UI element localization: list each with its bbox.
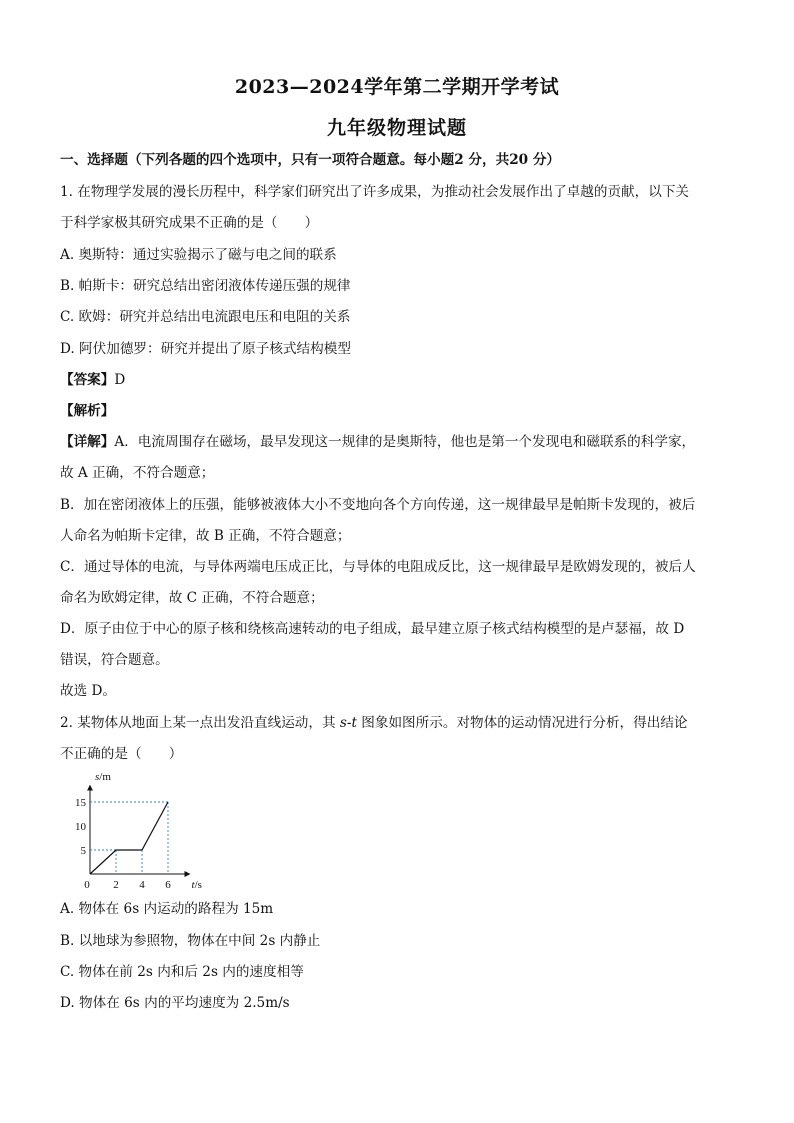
q1-detail-line8: 错误，符合题意。 — [60, 652, 169, 668]
answer-value: D — [114, 372, 126, 388]
q1-conclusion: 故选 D。 — [60, 683, 117, 699]
q1-option-a: A. 奥斯特：通过实验揭示了磁与电之间的联系 — [60, 247, 337, 263]
x-tick-label-6: 6 — [165, 879, 171, 891]
x-tick-label-2: 2 — [113, 879, 119, 891]
answer-tag: 【答案】 — [60, 372, 115, 388]
y-tick-label-15: 15 — [75, 797, 86, 809]
q2-stem-part1: 2. 某物体从地面上某一点出发沿直线运动，其 — [60, 715, 340, 731]
q1-option-c: C. 欧姆：研究并总结出电流跟电压和电阻的关系 — [60, 309, 351, 325]
exam-subtitle: 九年级物理试题 — [326, 117, 467, 139]
x-tick-label-0: 0 — [84, 879, 90, 891]
st-graph — [72, 766, 212, 892]
y-tick-label-5: 5 — [80, 845, 86, 857]
analysis-tag: 【解析】 — [60, 403, 115, 419]
q1-detail-line6: 命名为欧姆定律，故 C 正确，不符合题意； — [60, 590, 324, 606]
q1-detail-line4: 人命名为帕斯卡定律，故 B 正确，不符合题意； — [60, 528, 351, 544]
q2-option-d: D. 物体在 6s 内的平均速度为 2.5m/s — [60, 995, 290, 1011]
exam-title: 2023—2024学年第二学期开学考试 — [234, 76, 560, 98]
detail-tag: 【详解】 — [60, 434, 115, 450]
q1-option-d: D. 阿伏加德罗：研究并提出了原子核式结构模型 — [60, 341, 351, 357]
q1-detail-line2: 故 A 正确，不符合题意； — [60, 465, 215, 481]
q2-option-a: A. 物体在 6s 内运动的路程为 15m — [60, 901, 274, 917]
x-tick-label-4: 4 — [139, 879, 145, 891]
q2-option-b: B. 以地球为参照物，物体在中间 2s 内静止 — [60, 933, 321, 949]
q1-answer — [60, 370, 125, 390]
y-axis-label: s/m — [95, 771, 111, 783]
section-heading: 一、选择题（下列各题的四个选项中，只有一项符合题意。每小题2 分，共20 分） — [60, 152, 561, 168]
q1-option-b: B. 帕斯卡：研究总结出密闭液体传递压强的规律 — [60, 278, 351, 294]
q2-stem-line2: 不正确的是（ ） — [60, 746, 183, 762]
q1-detail-line5: C．通过导体的电流，与导体两端电压成正比，与导体的电阻成反比，这一规律最早是欧姆发现的，被后人 — [60, 559, 696, 575]
q2-stem-var: s-t — [339, 715, 357, 731]
q1-detail-line1 — [60, 432, 695, 452]
q1-stem-line2: 于科学家极其研究成果不正确的是（ ） — [60, 215, 319, 231]
detail-text-1: A．电流周围存在磁场，最早发现这一规律的是奥斯特，他也是第一个发现电和磁联系的科学家， — [114, 434, 696, 450]
q1-detail-line7: D．原子由位于中心的原子核和绕核高速转动的电子组成，最早建立原子核式结构模型的是卢瑟福，故 D — [60, 621, 685, 637]
st-series-line — [90, 802, 168, 874]
q1-stem-line1: 1. 在物理学发展的漫长历程中，科学家们研究出了许多成果，为推动社会发展作出了卓越的贡献，以下关 — [60, 184, 690, 200]
x-axis-label: t/s — [191, 879, 202, 891]
y-tick-label-10: 10 — [75, 821, 86, 833]
q1-detail-line3: B．加在密闭液体上的压强，能够被液体大小不变地向各个方向传递，这一规律最早是帕斯卡发现的，被后 — [60, 497, 696, 513]
q2-stem-line1 — [60, 713, 688, 733]
q2-stem-part2: 图象如图所示。对物体的运动情况进行分析，得出结论 — [356, 715, 688, 731]
q2-option-c: C. 物体在前 2s 内和后 2s 内的速度相等 — [60, 964, 304, 980]
